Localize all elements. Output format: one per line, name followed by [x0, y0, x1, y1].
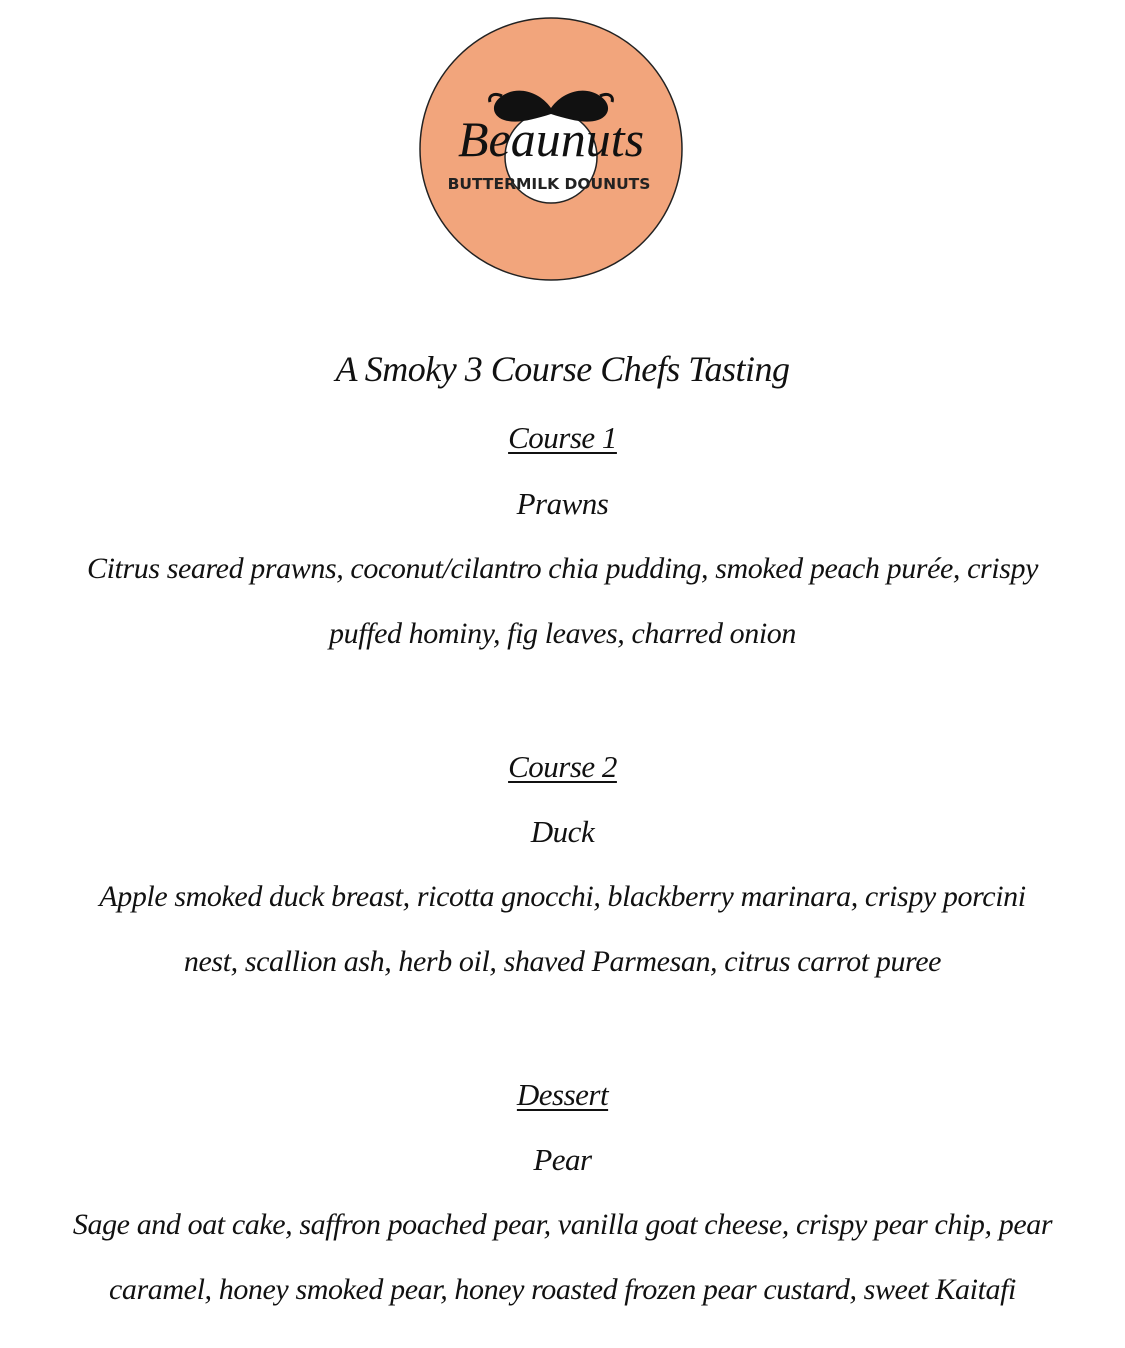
donut-logo-graphic	[418, 16, 684, 282]
logo-brand-text: Beaunuts	[457, 111, 645, 167]
dish-name: Duck	[530, 814, 595, 849]
dish-description-line: Apple smoked duck breast, ricotta gnocchi, blackberry marinara, crispy porcini	[99, 880, 1026, 913]
dish-description-line: puffed hominy, fig leaves, charred onion	[329, 617, 796, 650]
dish-name: Pear	[533, 1142, 592, 1177]
menu-title: A Smoky 3 Course Chefs Tasting	[335, 349, 790, 389]
course-heading: Dessert	[516, 1077, 609, 1112]
course-heading: Course 1	[508, 420, 617, 455]
course-heading: Course 2	[508, 749, 617, 784]
dish-description-line: caramel, honey smoked pear, honey roasted frozen pear custard, sweet Kaitafi	[109, 1273, 1016, 1306]
dish-description-line: Citrus seared prawns, coconut/cilantro chia pudding, smoked peach purée, crispy	[86, 552, 1039, 585]
dish-name: Prawns	[516, 486, 609, 521]
beaunuts-logo	[418, 16, 684, 282]
logo-tagline-text: BUTTERMILK DOUNUTS	[447, 175, 651, 193]
dish-description-line: Sage and oat cake, saffron poached pear, vanilla goat cheese, crispy pear chip, pear	[72, 1208, 1053, 1241]
dish-description-line: nest, scallion ash, herb oil, shaved Parmesan, citrus carrot puree	[183, 945, 942, 978]
